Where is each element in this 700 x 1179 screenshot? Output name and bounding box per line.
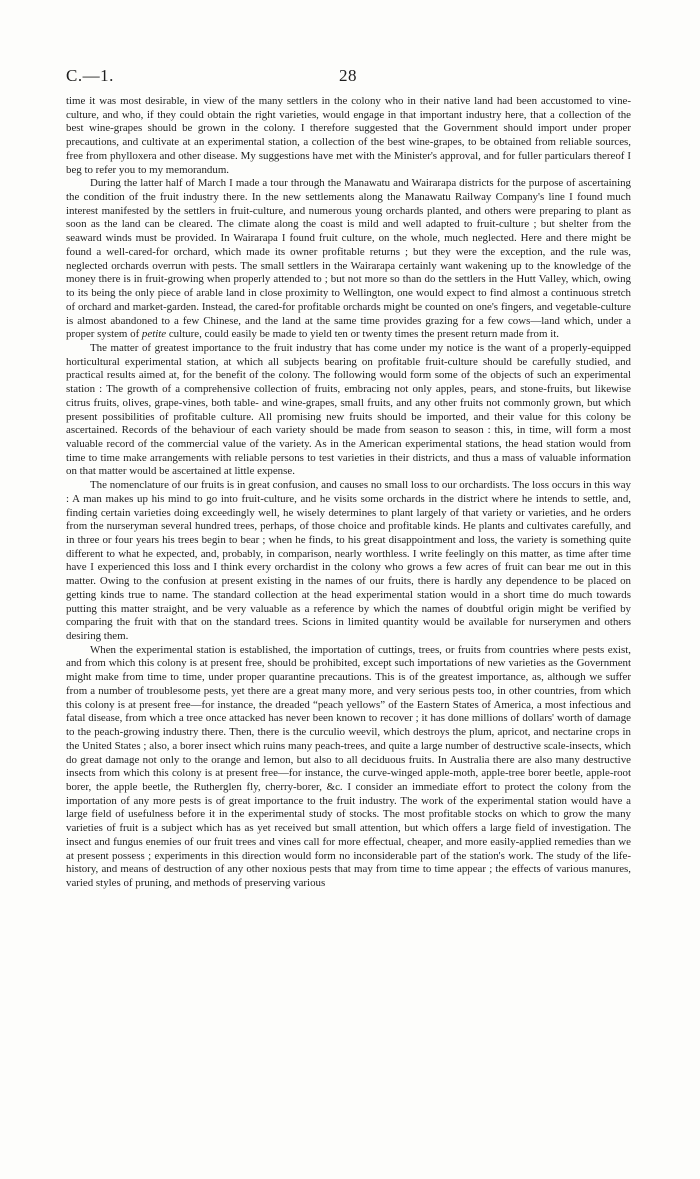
italic-term: petite — [141, 328, 167, 341]
page-header — [66, 66, 630, 88]
body-text — [66, 95, 631, 891]
paragraph-continuation: time it was most desirable, in view of the many settlers in the colony who in their native land had been accustomed to vine-culture, and who, if they could obtain the right varieties, would engage in that important industry here, that a collection of the best wine-grapes should be grown in the colony. I therefore suggested that the Government should import under proper precautions, and cultivate at an experimental station, a collection of the best wine-grapes, to be obtained from reliable sources, free from phylloxera and other disease. My suggestions have met with the Minister's approval, and for fuller particulars thereof I beg to refer you to my memorandum. — [66, 95, 631, 176]
page-number: 28 — [339, 66, 357, 85]
paragraph-manawatu-tour: During the latter half of March I made a tour through the Manawatu and Wairarapa districts for the purpose of ascertaining the condition of the fruit industry there. In the new settlements along the Manawatu Railway Company's line I found much interest manifested by the settlers in fruit-culture, and numerous young orchards planted, and others were preparing to plant as soon as the land can be cleared. The climate along the coast is mild and well adapted to fruit-culture ; but shelter from the seaward winds must be provided. In Wairarapa I found fruit culture, on the whole, much neglected. Here and there might be found a well-cared-for orchard, which made its owner profitable returns ; but they were the exception, and the rule was, neglected orchards overrun with pests. The small settlers in the Wairarapa certainly want wakening up to the knowledge of the money there is in fruit-growing when properly attended to ; but not more so than do the settlers in the Hutt Valley, which, owing to its being the only piece of arable land in close proximity to Wellington, one would expect to find almost a continuous stretch of orchard and market-garden. Instead, the cared-for profitable orchards might be counted on one's fingers, and vegetable-culture is almost abandoned to a few Chinese, and the land at the same time provides grazing for a few cows—land which, under a proper system of petite culture, could easily be made to yield ten or twenty times the present return made from it. — [66, 177, 631, 341]
paragraph-nomenclature: The nomenclature of our fruits is in great confusion, and causes no small loss to our orchardists. The loss occurs in this way : A man makes up his mind to go into fruit-culture, and he visits some orchards in the district where he intends to settle, and, finding certain varieties doing exceedingly well, he wisely determines to plant largely of that variety or varieties, and he orders from the nurseryman several hundred trees, perhaps, of those choice and profitable kinds. He plants and cultivates carefully, and in three or four years his trees begin to bear ; when he finds, to his great disappointment and loss, the variety is something quite different to what he expected, and, probably, in comparison, nearly worthless. I write feelingly on this matter, as time after time have I experienced this loss and I think every orchardist in the colony who grows a few acres of fruit can bear me out in this matter. Owing to the confusion at present existing in the names of our fruits, there is hardly any dependence to be placed on getting kinds true to name. The standard collection at the head experimental station would in a short time do much towards putting this matter straight, and be very valuable as a reference by which the names of doubtful origin might be verified by comparing the fruit with that on the standard trees. Scions in limited quantity would be available for nurserymen and others desiring them. — [66, 479, 631, 643]
document-reference: C.—1. — [66, 66, 114, 85]
paragraph-experimental-station: The matter of greatest importance to the fruit industry that has come under my notice is the want of a properly-equipped horticultural experimental station, at which all subjects bearing on profitable fruit-culture should be carefully studied, and practical results aimed at, for the benefit of the colony. The following would form some of the objects of such an experimental station : The growth of a comprehensive collection of fruits, embracing not only apples, pears, and stone-fruits, but likewise citrus fruits, olives, grape-vines, both table- and wine-grapes, small fruits, and any other fruits not commonly grown, but which present possibilities of profitable culture. All promising new fruits should be imported, and their value for this colony be ascertained. Records of the behaviour of each variety should be made from season to season : this, in time, will form a most valuable record of the commercial value of the variety. As in the American experimental stations, the head station would from time to time make arrangements with reliable persons to test varieties in their districts, and thus a mass of valuable information on that matter would be ascertained at little expense. — [66, 341, 631, 478]
paragraph-importation-pests: When the experimental station is established, the importation of cuttings, trees, or fruits from countries where pests exist, and from which this colony is at present free, should be prohibited, except such importations of new varieties as the Government might make from time to time, under proper quarantine precautions. This is of the greatest importance, as, although we suffer from a number of troublesome pests, yet there are a great many more, and very serious pests too, in other countries, from which this colony is at present free—for instance, the dreaded “peach yellows” of the Eastern States of America, a most infectious and fatal disease, from which a tree once attacked has never been known to recover ; it has done millions of dollars' worth of damage to the peach-growing industry there. Then, there is the curculio weevil, which destroys the plum, apricot, and nectarine crops in the United States ; also, a borer insect which ruins many peach-trees, and quite a large number of destructive scale-insects, which do great damage not only to the orange and lemon, but also to all deciduous fruits. In Australia there are also many destructive insects from which this colony is at present free—for instance, the curve-winged apple-moth, apple-tree borer beetle, apple-root borer, the apple beetle, the Rutherglen fly, cherry-borer, &c. I consider an immediate effort to protect the colony from the importation of any more pests is of great importance to the fruit industry. The work of the experimental station would have a large field of usefulness before it in the experimental study of stocks. The most profitable stocks on which to grow the many varieties of fruit is a subject which has as yet received but small attention, but which offers a large field of investigation. The insect and fungus enemies of our fruit trees and vines call for more effectual, cheaper, and more easily-applied remedies than we at present possess ; experiments in this direction would form no inconsiderable part of the station's work. The study of the life-history, and means of destruction of any other noxious pests that may from time to time appear ; the effects of various manures, varied styles of pruning, and methods of preserving various — [66, 643, 631, 889]
